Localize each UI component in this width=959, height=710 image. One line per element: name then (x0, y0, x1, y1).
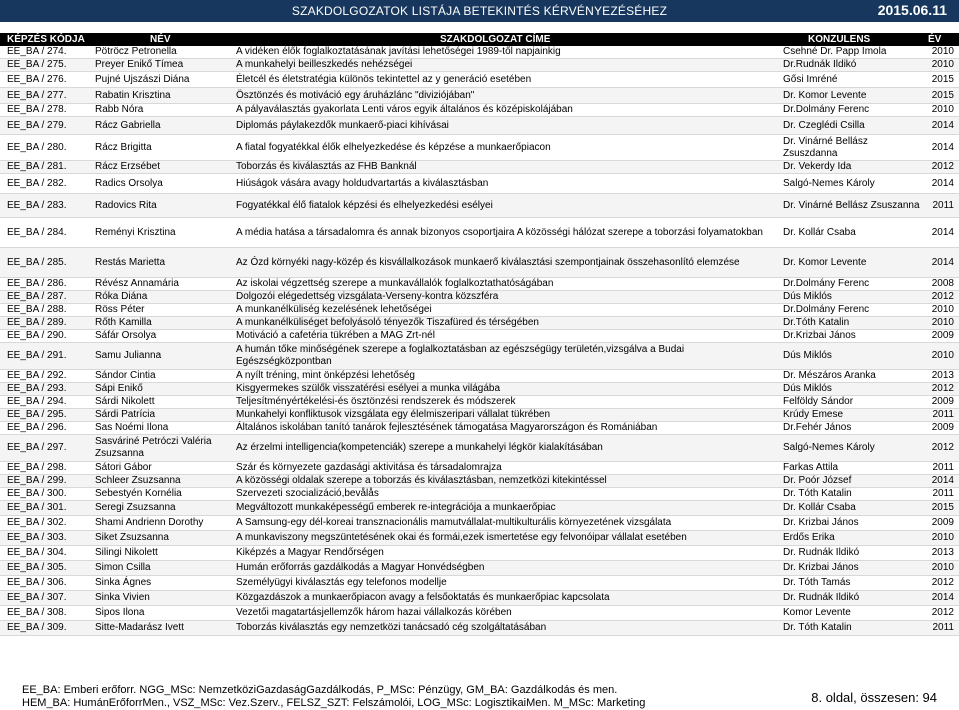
row-code: EE_BA / 302. (7, 517, 67, 528)
page-number: 8. oldal, összesen: 94 (811, 690, 937, 705)
row-title: Fogyatékkal élő fiatalok képzési és elhelyezkedési esélyei (236, 199, 493, 211)
table-row (0, 591, 959, 606)
row-title: A vidéken élők foglalkoztatásának javítási lehetőségei 1989-től napjainkig (236, 46, 561, 57)
row-konzulens: Dús Miklós (783, 383, 832, 394)
row-title: Vezetői magatartásjellemzők három hazai vállalkozás körében (236, 607, 512, 618)
row-title: Kiképzés a Magyar Rendőrségen (236, 547, 384, 558)
row-konzulens: Dr.Rudnák Ildikó (783, 59, 857, 70)
table-row (0, 396, 959, 409)
row-code: EE_BA / 300. (7, 488, 67, 499)
table-row (0, 117, 959, 135)
table-row (0, 104, 959, 117)
row-ev: 2010 (931, 317, 954, 328)
table-row (0, 248, 959, 278)
row-name: Rácz Erzsébet (95, 161, 161, 172)
row-name: Sitte-Madarász Ivett (95, 622, 184, 633)
footer-line-2: HEM_BA: HumánErőforrMen., VSZ_MSc: Vez.Szerv., FELSZ_SZT: Felszámolói, LOG_MSc: LogisztikaiMen. M_MSc: Marketing (22, 697, 646, 709)
row-konzulens: Dr. Czeglédi Csilla (783, 119, 865, 131)
row-code: EE_BA / 282. (7, 177, 67, 189)
header-name: NÉV (150, 34, 171, 45)
row-title: Az iskolai végzettség szerepe a munkavállalók foglalkoztathatóságában (236, 278, 554, 289)
row-konzulens: Gősi Imréné (783, 73, 838, 85)
row-code: EE_BA / 274. (7, 46, 67, 57)
row-ev: 2015 (931, 73, 954, 85)
row-name: Sátori Gábor (95, 462, 152, 473)
row-code: EE_BA / 278. (7, 104, 67, 115)
row-konzulens: Dr. Tóth Katalin (783, 622, 852, 633)
row-konzulens: Dús Miklós (783, 291, 832, 302)
row-code: EE_BA / 303. (7, 532, 67, 543)
row-title: Az Ózd környéki nagy-közép és kisvállalkozások munkaerő kiválasztási szempontjainak összehasonlító elemzése (236, 256, 740, 268)
row-konzulens: Farkas Attila (783, 462, 839, 473)
header-konzulens: KONZULENS (808, 34, 871, 45)
row-title: Hiúságok vására avagy holdudvartartás a kiválasztásban (236, 177, 489, 189)
table-row (0, 88, 959, 104)
row-name: Sárdi Nikolett (95, 396, 155, 407)
row-name: Preyer Enikő Tímea (95, 59, 184, 70)
row-title: A munkanélküliséget befolyásoló tényezők Tiszafüred és térségében (236, 317, 539, 328)
table-row (0, 501, 959, 516)
row-konzulens: Dr. Rudnák Ildikó (783, 592, 860, 603)
table-row (0, 383, 959, 396)
row-ev: 2014 (931, 119, 954, 131)
row-ev: 2014 (931, 256, 954, 268)
row-title: A nyílt tréning, mint önképzési lehetőség (236, 370, 415, 381)
row-ev: 2010 (931, 46, 954, 57)
table-row (0, 422, 959, 435)
row-name: Seregi Zsuzsanna (95, 502, 176, 513)
row-ev: 2012 (931, 383, 954, 394)
row-name: Rabatin Krisztina (95, 89, 171, 101)
row-ev: 2014 (931, 475, 954, 486)
row-title: Munkahelyi konfliktusok vizsgálata egy élelmiszeripari vállalat tükrében (236, 409, 551, 420)
row-code: EE_BA / 276. (7, 73, 67, 85)
row-code: EE_BA / 287. (7, 291, 67, 302)
row-title: Humán erőforrás gazdálkodás a Magyar Honvédségben (236, 562, 485, 573)
row-code: EE_BA / 293. (7, 383, 67, 394)
row-title: Megváltozott munkaképességű emberek re-integrációja a munkaerőpiac (236, 502, 556, 513)
row-ev: 2012 (931, 161, 954, 172)
row-konzulens: Salgó-Nemes Károly (783, 177, 875, 189)
row-code: EE_BA / 298. (7, 462, 67, 473)
row-ev: 2014 (931, 226, 954, 238)
row-konzulens: Csehné Dr. Papp Imola (783, 46, 887, 57)
table-row (0, 561, 959, 576)
header-ev: ÉV (928, 34, 942, 45)
row-title: Életcél és életstratégia különös tekintettel az y generáció esetében (236, 73, 532, 85)
page-title: SZAKDOLGOZATOK LISTÁJA BETEKINTÉS KÉRVÉNYEZÉSÉHEZ (291, 4, 668, 18)
row-title: A humán tőke minőségének szerepe a foglalkoztatásban az egészségügy területén,vizsgálva a Budai Egészségközpontban (236, 344, 685, 367)
row-name: Pötröcz Petronella (95, 46, 177, 57)
table-row (0, 135, 959, 161)
row-ev: 2013 (931, 370, 954, 381)
row-konzulens: Dr.Dolmány Ferenc (783, 304, 870, 315)
table-row (0, 330, 959, 343)
row-konzulens: Dr. Mészáros Aranka (783, 370, 876, 381)
row-name: Rácz Brigitta (95, 141, 152, 153)
row-ev: 2009 (931, 396, 954, 407)
row-ev: 2010 (931, 304, 954, 315)
row-name: Shami Andrienn Dorothy (95, 517, 204, 528)
table-row (0, 475, 959, 488)
row-title: Kisgyermekes szülők visszatérési esélyei a munka világába (236, 383, 501, 394)
row-title: Szár és környezete gazdasági aktivitása és társadalomrajza (236, 462, 502, 473)
row-code: EE_BA / 305. (7, 562, 67, 573)
row-name: Sárdi Patrícia (95, 409, 156, 420)
table-row (0, 291, 959, 304)
row-konzulens: Dr.Tóth Katalin (783, 317, 850, 328)
row-name: Révész Annamária (95, 278, 179, 289)
row-code: EE_BA / 275. (7, 59, 67, 70)
row-name: Róka Diána (95, 291, 148, 302)
row-ev: 2011 (932, 462, 954, 473)
table-row (0, 409, 959, 422)
row-title: Toborzás és kiválasztás az FHB Banknál (236, 161, 417, 172)
row-code: EE_BA / 292. (7, 370, 67, 381)
row-ev: 2010 (931, 562, 954, 573)
row-konzulens: Erdős Erika (783, 532, 835, 543)
row-konzulens: Krúdy Emese (783, 409, 844, 420)
row-konzulens: Dr. Komor Levente (783, 89, 867, 101)
row-code: EE_BA / 301. (7, 502, 67, 513)
row-name: Sebestyén Kornélia (95, 488, 182, 499)
row-ev: 2011 (932, 199, 954, 211)
table-row (0, 606, 959, 621)
row-ev: 2014 (931, 592, 954, 603)
row-konzulens: Dr. Vekerdy Ida (783, 161, 852, 172)
table-row (0, 72, 959, 88)
row-ev: 2011 (932, 488, 954, 499)
row-code: EE_BA / 294. (7, 396, 67, 407)
table-row (0, 59, 959, 72)
row-title: Általános iskolában tanító tanárok fejlesztésének támogatása Magyarországon és Romániában (236, 422, 658, 433)
row-ev: 2009 (931, 422, 954, 433)
row-name: Simon Csilla (95, 562, 151, 573)
row-name: Rőth Kamilla (95, 317, 152, 328)
row-name: Rabb Nóra (95, 104, 144, 115)
row-ev: 2012 (931, 291, 954, 302)
footer-legend (22, 684, 645, 710)
row-konzulens: Dr.Dolmány Ferenc (783, 278, 870, 289)
row-title: Toborzás kiválasztás egy nemzetközi tanácsadó cég szolgáltatásában (236, 622, 547, 633)
row-code: EE_BA / 306. (7, 577, 67, 588)
row-konzulens: Dr. Rudnák Ildikó (783, 547, 860, 558)
row-name: Radics Orsolya (95, 177, 163, 189)
row-name: Rácz Gabriella (95, 119, 161, 131)
row-title: Szervezeti szocializáció,bevålås (236, 488, 379, 499)
row-title: A pályaválasztás gyakorlata Lenti város egyik általános és középiskolájában (236, 104, 573, 115)
table-row (0, 278, 959, 291)
row-name: Restás Marietta (95, 256, 166, 268)
row-konzulens: Dr.Dolmány Ferenc (783, 104, 870, 115)
row-konzulens: Dr. Krizbai János (783, 562, 859, 573)
row-code: EE_BA / 280. (7, 141, 67, 153)
row-ev: 2010 (931, 532, 954, 543)
row-konzulens: Dr. Kollár Csaba (783, 226, 856, 238)
row-title: Közgazdászok a munkaerőpiacon avagy a felsőoktatás és munkaerőpiac kapcsolata (236, 592, 610, 603)
table-row (0, 46, 959, 59)
row-code: EE_BA / 297. (7, 442, 67, 453)
row-konzulens: Dr. Poór József (783, 475, 852, 486)
row-code: EE_BA / 284. (7, 226, 67, 238)
row-name: Siket Zsuzsanna (95, 532, 169, 543)
row-name: Sasváriné Petróczi Valéria Zsuzsanna (95, 436, 212, 459)
row-ev: 2009 (931, 330, 954, 341)
row-code: EE_BA / 290. (7, 330, 67, 341)
row-ev: 2013 (931, 547, 954, 558)
table-row (0, 546, 959, 561)
row-ev: 2011 (932, 409, 954, 420)
row-title: Motiváció a cafetéria tükrében a MAG Zrt-nél (236, 330, 435, 341)
top-bar (0, 0, 959, 22)
row-title: A munkaviszony megszüntetésének okai és formái,ezek ismertetése egy felvonóipar vállalat esetében (236, 532, 687, 543)
row-name: Sáfár Orsolya (95, 330, 157, 341)
row-konzulens: Dr. Vinárné Bellász Zsuszdanna (783, 135, 868, 159)
row-code: EE_BA / 279. (7, 119, 67, 131)
row-name: Sándor Cintia (95, 370, 156, 381)
row-ev: 2010 (931, 104, 954, 115)
row-ev: 2010 (931, 59, 954, 70)
table-row (0, 576, 959, 591)
row-title: Az érzelmi intelligencia(kompetenciák) szerepe a munkahelyi légkör kialakításában (236, 442, 603, 453)
row-title: A munkahelyi beilleszkedés nehézségei (236, 59, 413, 70)
row-code: EE_BA / 295. (7, 409, 67, 420)
row-title: A fiatal fogyatékkal élők elhelyezkedése és képzése a munkaerőpiacon (236, 141, 551, 153)
row-title: A közösségi oldalak szerepe a toborzás és kiválasztásban, nemzetközi kitekintéssel (236, 475, 607, 486)
row-konzulens: Salgó-Nemes Károly (783, 442, 875, 453)
row-title: A média hatása a társadalomra és annak bizonyos csoportjaira A közösségi hálózat szerepe a toborzási folyamatokban (236, 226, 763, 238)
row-code: EE_BA / 277. (7, 89, 67, 101)
table-header (0, 33, 959, 46)
row-code: EE_BA / 281. (7, 161, 67, 172)
table-row (0, 462, 959, 475)
row-code: EE_BA / 299. (7, 475, 67, 486)
row-ev: 2012 (931, 577, 954, 588)
row-konzulens: Dr. Krizbai János (783, 517, 859, 528)
row-code: EE_BA / 291. (7, 350, 67, 361)
row-name: Schleer Zsuzsanna (95, 475, 181, 486)
row-name: Pujné Ujszászi Diána (95, 73, 190, 85)
row-code: EE_BA / 309. (7, 622, 67, 633)
table-row (0, 194, 959, 218)
row-title: Ösztönzés és motiváció egy áruházlánc "diviziójában" (236, 89, 475, 101)
row-title: Személyügyi kiválasztás egy telefonos modellje (236, 577, 447, 588)
table-row (0, 343, 959, 370)
row-title: A Samsung-egy dél-koreai transznacionális mamutvállalat-multikulturális környezetének vizsgálata (236, 517, 672, 528)
row-title: Dolgozói elégedettség vizsgálata-Verseny-kontra közszféra (236, 291, 499, 302)
header-title: SZAKDOLGOZAT CÍME (440, 34, 551, 45)
row-konzulens: Felföldy Sándor (783, 396, 854, 407)
report-date: 2015.06.11 (877, 2, 947, 18)
row-konzulens: Dr. Vinárné Bellász Zsuszanna (783, 199, 920, 211)
row-code: EE_BA / 307. (7, 592, 67, 603)
row-konzulens: Dr. Komor Levente (783, 256, 867, 268)
table-row (0, 218, 959, 248)
row-code: EE_BA / 283. (7, 199, 67, 211)
row-konzulens: Dr.Fehér János (783, 422, 852, 433)
row-code: EE_BA / 304. (7, 547, 67, 558)
table-row (0, 435, 959, 462)
row-ev: 2012 (931, 442, 954, 453)
table-row (0, 488, 959, 501)
row-name: Samu Julianna (95, 350, 162, 361)
row-title: Diplomás páylakezdők munkaerő-piaci kihívásai (236, 119, 449, 131)
row-code: EE_BA / 286. (7, 278, 67, 289)
row-ev: 2012 (931, 607, 954, 618)
table-row (0, 621, 959, 636)
header-code: KÉPZÉS KÓDJA (7, 34, 85, 45)
row-name: Sápi Enikő (95, 383, 143, 394)
row-konzulens: Dr. Tóth Tamás (783, 577, 851, 588)
row-name: Sinka Ágnes (95, 577, 152, 588)
row-code: EE_BA / 289. (7, 317, 67, 328)
table-row (0, 174, 959, 194)
row-name: Sas Noémi Ilona (95, 422, 169, 433)
row-code: EE_BA / 285. (7, 256, 67, 268)
row-code: EE_BA / 288. (7, 304, 67, 315)
row-konzulens: Komor Levente (783, 607, 851, 618)
table-row (0, 516, 959, 531)
row-title: A munkanélküliség kezelésének lehetőségei (236, 304, 432, 315)
row-ev: 2015 (931, 89, 954, 101)
row-name: Sinka Vivien (95, 592, 150, 603)
row-name: Silingi Nikolett (95, 547, 158, 558)
row-name: Reményi Krisztina (95, 226, 176, 238)
row-ev: 2014 (931, 141, 954, 153)
row-konzulens: Dr.Krizbai János (783, 330, 856, 341)
row-title: Teljesítményértékelési-és ösztönzési rendszerek és módszerek (236, 396, 516, 407)
row-name: Radovics Rita (95, 199, 157, 211)
table-row (0, 370, 959, 383)
row-ev: 2010 (931, 350, 954, 361)
row-konzulens: Dr. Tóth Katalin (783, 488, 852, 499)
row-code: EE_BA / 308. (7, 607, 67, 618)
row-name: Sipos Ilona (95, 607, 145, 618)
row-name: Röss Péter (95, 304, 145, 315)
footer-line-1: EE_BA: Emberi erőforr. NGG_MSc: NemzetköziGazdaságGazdálkodás, P_MSc: Pénzügy, GM_BA: Gazdálkodás és men. (22, 684, 618, 696)
row-ev: 2011 (932, 622, 954, 633)
table-row (0, 161, 959, 174)
table-row (0, 317, 959, 330)
row-code: EE_BA / 296. (7, 422, 67, 433)
row-ev: 2015 (931, 502, 954, 513)
table-row (0, 304, 959, 317)
table-row (0, 531, 959, 546)
row-ev: 2009 (931, 517, 954, 528)
row-konzulens: Dr. Kollár Csaba (783, 502, 856, 513)
row-ev: 2008 (931, 278, 954, 289)
row-konzulens: Dús Miklós (783, 350, 832, 361)
row-ev: 2014 (931, 177, 954, 189)
